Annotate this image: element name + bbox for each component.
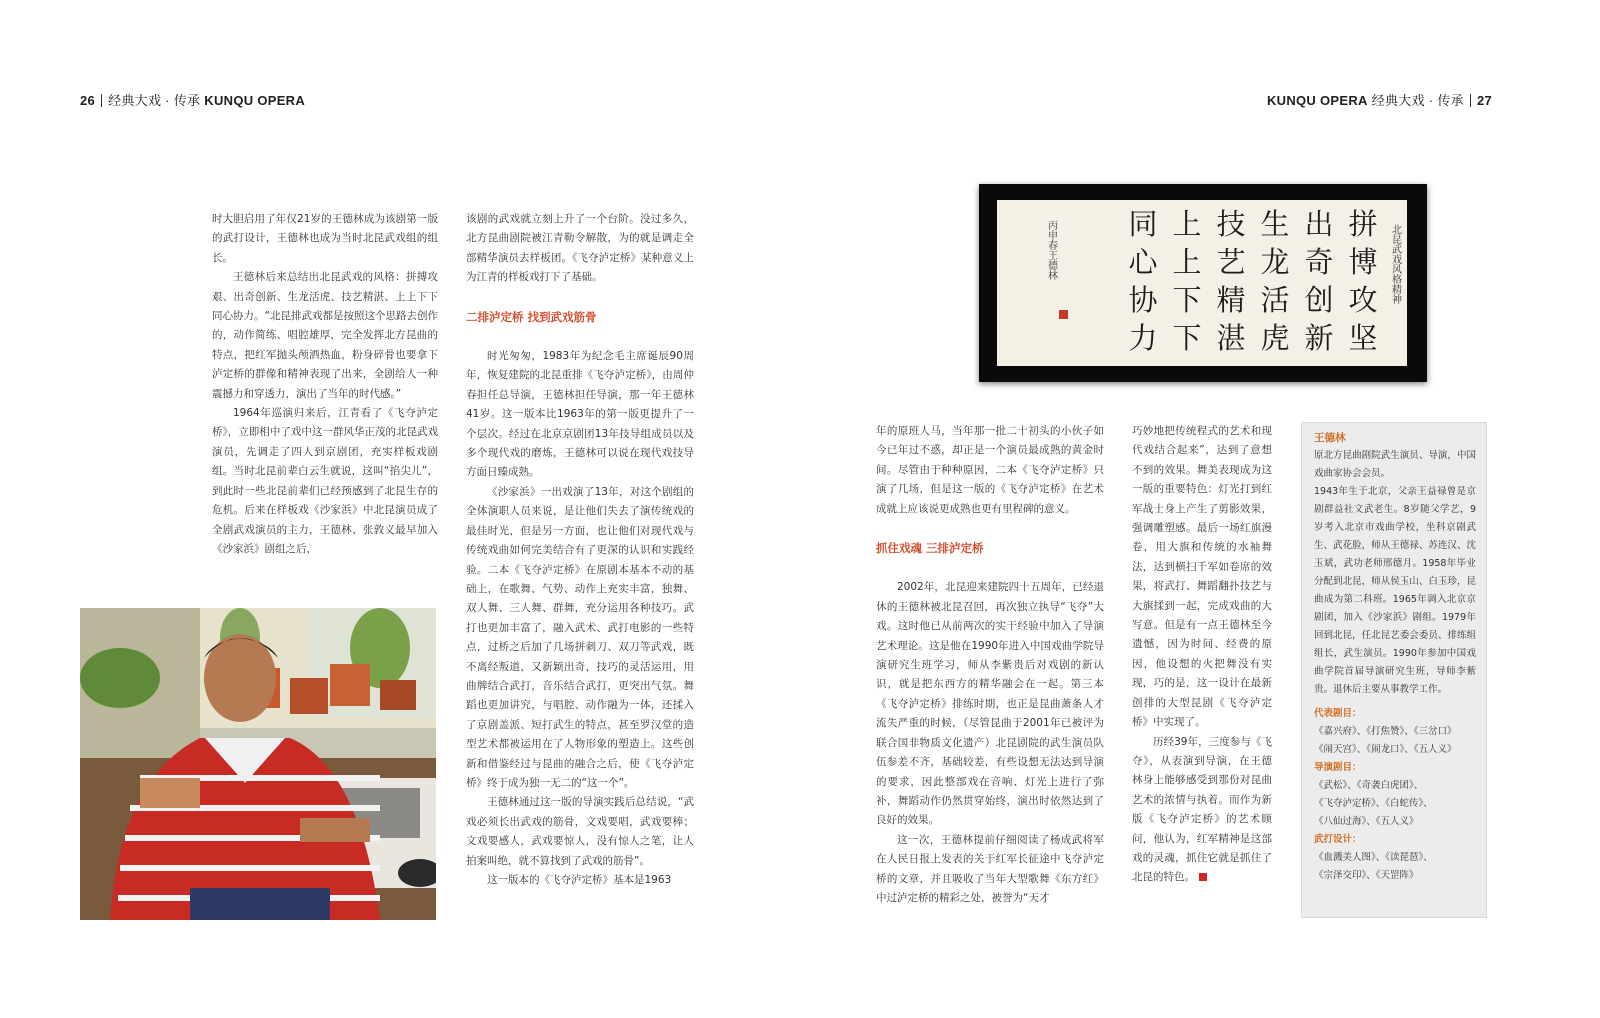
calligraphy-character: 上 [1172, 207, 1202, 241]
calligraphy-column [1128, 207, 1158, 355]
page-number-left: 26 [80, 93, 96, 108]
paragraph: 1964年巡演归来后，江青看了《飞夺泸定桥》，立即相中了戏中这一群风华正茂的北昆武戏演员，先调走了四人到京剧团，充实样板戏剧组。当时北昆前辈白云生就说，这叫“掐尖儿”，到此时一些北昆前辈们已经预感到了北昆生存的危机。后来在样板戏《沙家浜》中北昆演员成了全剧武戏演员的主力，王德林、张敦义最早加入《沙家浜》剧组之后， [212, 407, 438, 555]
calligraphy-character: 技 [1216, 207, 1246, 241]
seal-stamp [1059, 310, 1068, 319]
portrait-photo [80, 608, 436, 920]
paragraph: 王德林后来总结出北昆武戏的风格：拼搏攻艰、出奇创新、生龙活虎、技艺精湛、上上下下同心协力。“北昆排武戏都是按照这个思路去创作的，动作简练、唱腔雄厚，完全发挥北方昆曲的特点，把红军抛头颅洒热血，粉身碎骨也要拿下泸定桥的群像和精神表现了出来，全剧给人一种震撼力和穿透力，演出了当年的时代感。” [212, 271, 438, 400]
calligraphy-character: 协 [1128, 283, 1158, 317]
calligraphy-character: 心 [1128, 245, 1158, 279]
directed-works-item: 《八仙过海》、《五人义》 [1314, 816, 1419, 827]
bio-text: 1943年生于北京，父亲王益禄曾是京剧群益社文武老生。8岁随父学艺，9岁考入北京市戏曲学校，坐科京剧武生、武花脸，师从王德禄、苏连汉、沈玉斌，武功老师邢德月。1958年毕业分配到北昆，师从侯玉山、白玉珍，昆曲成为第二科班。1965年调入北京京剧团，加入《沙家浜》剧组。1979年回到北昆，任北昆艺委会委员、排练组组长，武生演员。1990年参加中国戏曲学院首届导演研究生班，导师李紫贵。退休后主要从事教学工作。 [1314, 486, 1476, 695]
calligraphy-character: 拼 [1348, 207, 1378, 241]
calligraphy-character: 湛 [1216, 321, 1246, 355]
representative-works-item: 《嘉兴府》、《打焦赞》、《三岔口》 [1314, 726, 1457, 737]
paragraph: 2002年，北昆迎来建院四十五周年，已经退休的王德林被北昆召回，再次独立执导“飞夺”大戏。这时他已从前两次的实干经验中加入了导演艺术理论。这是他在1990年进入中国戏曲学院导演研究生班学习，师从李紫贵后对戏剧的新认识，就是把东西方的精华融会在一起。第三本《飞夺泸定桥》排练时期，也正是昆曲萧条人才流失严重的时候，（尽管昆曲于2001年已被评为联合国非物质文化遗产）北昆剧院的武生演员队伍参差不齐，基础较差，有些设想无法达到导演的要求，因此整部戏在音响、灯光上进行了弥补，舞蹈动作仍然贯穿始终，演出时依然达到了良好的效果。 [876, 581, 1104, 827]
paragraph: 年的原班人马，当年那一批二十初头的小伙子如今已年过不惑，却正是一个演员最成熟的黄金时间。尽管由于种种原因，二本《飞夺泸定桥》只演了几场，但是这一版的《飞夺泸定桥》在艺术成就上应该说更成熟也更有里程碑的意义。 [876, 425, 1104, 515]
paragraph: 巧妙地把传统程式的艺术和现代戏结合起来”，达到了意想不到的效果。舞美表现成为这一版的重要特色：灯光打到红军战士身上产生了剪影效果，强调雕塑感。最后一场红旗漫卷，用大旗和传统的水袖舞法，达到横扫千军如卷席的效果，将武打、舞蹈翻扑技艺与大旗揉到一起，完成戏曲的大写意。但是有一点王德林至今遗憾，因为时间、经费的原因，他设想的火把舞没有实现，巧的是，这一设计在最新创排的大型昆剧《飞夺泸定桥》中实现了。 [1132, 425, 1272, 729]
article-column-2 [466, 210, 694, 890]
calligraphy-character: 上 [1172, 245, 1202, 279]
paragraph: 时大胆启用了年仅21岁的王德林成为该剧第一版的武打设计，王德林也成为当时北昆武戏组的组长。 [212, 213, 438, 264]
article-column-1 [212, 210, 438, 559]
calligraphy-column [1304, 207, 1333, 355]
magazine-name-left: KUNQU OPERA [204, 93, 306, 108]
calligraphy-character: 攻 [1348, 283, 1378, 317]
calligraphy-character: 活 [1260, 283, 1290, 317]
fight-design-item: 《宗泽交印》、《天罡阵》 [1314, 870, 1419, 881]
magazine-name-right: KUNQU OPERA [1266, 93, 1368, 108]
paragraph: 这一次，王德林提前仔细阅读了杨成武将军在人民日报上发表的关于红军长征途中飞夺泸定桥的文章，并且吸收了当年大型歌舞《东方红》中过泸定桥的精彩之处，被誉为“天才 [876, 833, 1104, 904]
calligraphy-character: 力 [1128, 321, 1158, 355]
calligraphy-character: 下 [1172, 321, 1202, 355]
calligraphy-character: 新 [1304, 321, 1334, 355]
end-of-article-mark [1199, 873, 1207, 881]
section-title-right: 经典大戏 · 传承 [1371, 93, 1464, 108]
bio-sidebar [1301, 422, 1487, 918]
calligraphy-character: 奇 [1304, 245, 1334, 279]
paragraph: 王德林通过这一版的导演实践后总结说，“武戏必须长出武戏的筋骨，文戏要唱，武戏要棒；文戏要感人，武戏要惊人，没有惊人之笔，让人拍案叫绝，就不算找到了武戏的筋骨”。 [466, 796, 694, 867]
bio-name: 王德林 [1314, 432, 1346, 444]
paragraph: 该剧的武戏就立刻上升了一个台阶。没过多久，北方昆曲剧院被江青勒令解散，为的就是调走全部精华演员去样板团。《飞夺泸定桥》某种意义上为江青的样板戏打下了基础。 [466, 213, 694, 284]
article-column-4 [1132, 422, 1272, 888]
calligraphy-inscription: 北昆武戏风格精神 [1389, 224, 1401, 304]
directed-works-item: 《飞夺泸定桥》、《白蛇传》、 [1314, 798, 1433, 809]
running-header-left [80, 90, 305, 109]
calligraphy-character: 同 [1128, 207, 1158, 241]
bio-title: 原北方昆曲剧院武生演员、导演，中国戏曲家协会会员。 [1314, 450, 1476, 479]
directed-works-label: 导演剧目： [1314, 762, 1362, 773]
calligraphy-character: 创 [1304, 283, 1334, 317]
representative-works-label: 代表剧目： [1314, 708, 1362, 719]
calligraphy-column [1348, 207, 1377, 355]
calligraphy-character: 出 [1304, 207, 1334, 241]
calligraphy-character: 艺 [1216, 245, 1246, 279]
calligraphy-column [1260, 207, 1289, 355]
calligraphy-signature: 丙申春王德林 [1045, 220, 1057, 280]
portrait-illustration [80, 608, 436, 920]
representative-works-item: 《闹天宫》、《闹龙口》、《五人义》 [1314, 744, 1457, 755]
calligraphy-character: 坚 [1348, 321, 1378, 355]
calligraphy-column [1216, 207, 1245, 355]
calligraphy-character: 精 [1216, 283, 1246, 317]
calligraphy-character: 下 [1172, 283, 1202, 317]
paragraph: 这一版本的《飞夺泸定桥》基本是1963 [487, 874, 672, 886]
header-divider [1470, 94, 1471, 107]
calligraphy-artwork [979, 184, 1427, 382]
section-title-left: 经典大戏 · 传承 [108, 93, 201, 108]
page-number-right: 27 [1476, 93, 1492, 108]
section-subheading: 抓住戏魂 三排泸定桥 [876, 541, 984, 556]
calligraphy-frame [979, 184, 1427, 382]
calligraphy-column [1172, 207, 1201, 355]
paragraph-text: 历经39年，三度参与《飞夺》，从表演到导演，在王德林身上能够感受到那份对昆曲艺术的浓情与执着。而作为新版《飞夺泸定桥》的艺术顾问，他认为，红军精神是这部戏的灵魂，抓住它就是抓住了北昆的特色。 [1132, 735, 1272, 884]
paragraph [1132, 733, 1272, 888]
calligraphy-character: 博 [1348, 245, 1378, 279]
fight-design-label: 武打设计： [1314, 834, 1362, 845]
paragraph: 《沙家浜》一出戏演了13年，对这个剧组的全体演职人员来说，是让他们失去了演传统戏的最佳时光，但是另一方面，也让他们对现代戏与传统戏曲如何完美结合有了更深的认识和实践经验。二本《飞夺泸定桥》在原剧本基本不动的基础上，在歌舞、气势、动作上充实丰富，独舞、双人舞、三人舞、群舞，充分运用各种技巧。武打也更加丰富了，融入武术、武打电影的一些特点，过桥之后加了几场拼刺刀、双刀等武戏，既不离经叛道，又新颖出奇，技巧的灵活运用，用曲牌结合武打，音乐结合武打，更突出气氛。舞蹈也更加讲究，与唱腔、动作融为一体，还揉入了京剧盖派、短打武生的特点，甚至罗汉堂的造型艺术都被运用在了人物形象的塑造上。这些创新和借鉴经过与昆曲的融合之后，使《飞夺泸定桥》终于成为独一无二的“这一个”。 [466, 485, 694, 789]
paragraph: 时光匆匆，1983年为纪念毛主席诞辰90周年，恢复建院的北昆重排《飞夺泸定桥》，由周仲春担任总导演，王德林担任导演，那一年王德林41岁。这一版本比1963年的第一版更提升了一个层次。经过在北京京剧团13年技导组成员以及多个现代戏的磨炼，王德林可以说在现代戏技导方面日臻成熟。 [466, 350, 694, 479]
calligraphy-character: 生 [1260, 207, 1290, 241]
article-column-3 [876, 422, 1104, 908]
fight-design-item: 《血溅美人图》、《读琵琶》、 [1314, 852, 1433, 863]
directed-works-item: 《武松》、《奇袭白虎团》、 [1314, 780, 1424, 791]
calligraphy-character: 龙 [1260, 245, 1290, 279]
running-header-right [1267, 90, 1492, 109]
calligraphy-character: 虎 [1260, 321, 1290, 355]
section-subheading: 二排泸定桥 找到武戏筋骨 [466, 309, 597, 324]
header-divider [101, 94, 102, 107]
